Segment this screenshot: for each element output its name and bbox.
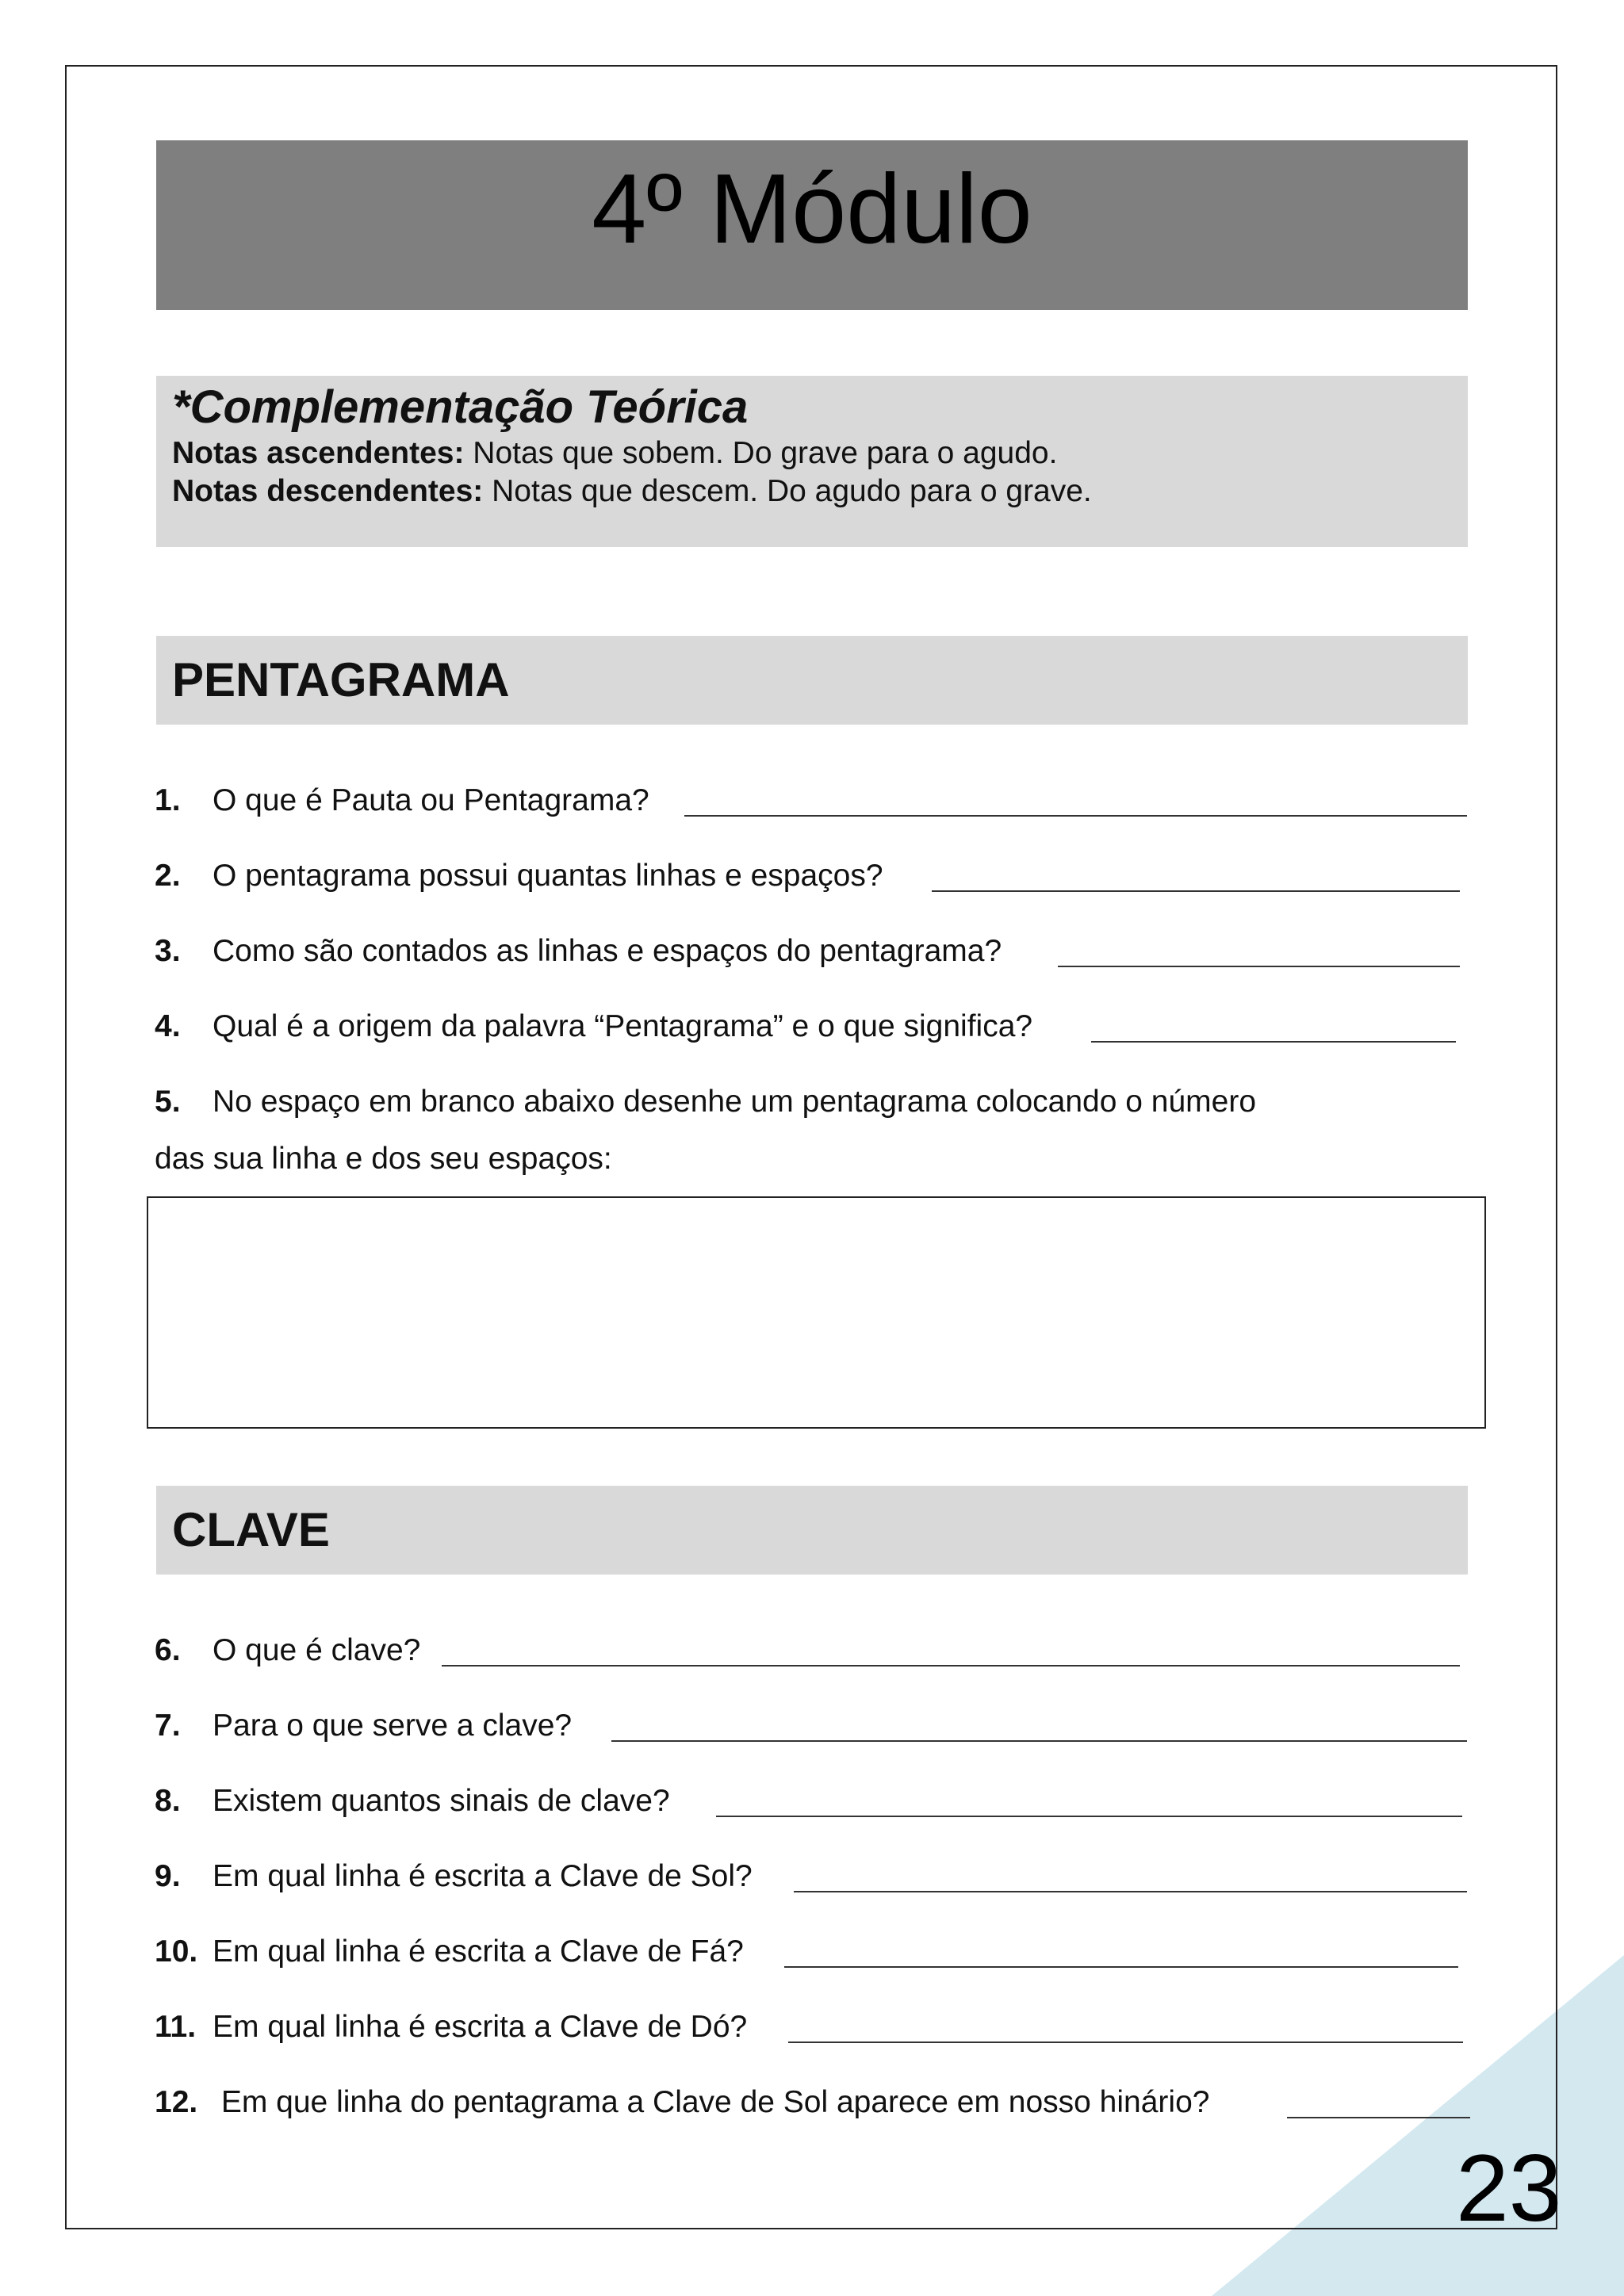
question-number: 2. [155, 859, 181, 893]
question-number: 1. [155, 783, 181, 817]
question-text: Em qual linha é escrita a Clave de Dó? [213, 2010, 748, 2044]
answer-line-2[interactable] [932, 890, 1460, 892]
question-text: Como são contados as linhas e espaços do pentagrama? [213, 934, 1002, 968]
question-text: Em qual linha é escrita a Clave de Fá? [213, 1934, 744, 1969]
ascending-notes-line [172, 434, 1452, 473]
answer-line-1[interactable] [684, 815, 1467, 817]
descending-text: Notas que descem. Do agudo para o grave. [483, 474, 1092, 508]
question-text: No espaço em branco abaixo desenhe um pentagrama colocando o número [213, 1085, 1257, 1119]
ascending-text: Notas que sobem. Do grave para o agudo. [464, 436, 1058, 470]
question-text: O que é Pauta ou Pentagrama? [213, 783, 649, 817]
answer-line-10[interactable] [784, 1966, 1458, 1968]
question-text: Qual é a origem da palavra “Pentagrama” e o que significa? [213, 1009, 1033, 1043]
answer-line-11[interactable] [788, 2042, 1463, 2043]
question-number: 7. [155, 1709, 181, 1743]
drawing-area[interactable] [147, 1196, 1486, 1429]
question-text: Em qual linha é escrita a Clave de Sol? [213, 1859, 753, 1893]
question-text: O pentagrama possui quantas linhas e espaços? [213, 859, 883, 893]
answer-line-4[interactable] [1091, 1041, 1456, 1043]
theory-box [156, 376, 1468, 547]
descending-notes-line [172, 473, 1452, 511]
answer-line-8[interactable] [716, 1816, 1462, 1817]
question-1 [155, 781, 649, 821]
question-text: Existem quantos sinais de clave? [213, 1784, 670, 1818]
question-number: 4. [155, 1009, 181, 1043]
answer-line-12[interactable] [1287, 2117, 1470, 2118]
question-9 [155, 1857, 753, 1896]
question-number: 5. [155, 1085, 181, 1119]
question-number: 10. [155, 1934, 198, 1969]
module-title-bar [156, 140, 1468, 310]
question-text: Para o que serve a clave? [213, 1709, 573, 1743]
question-6 [155, 1631, 420, 1670]
question-3 [155, 932, 1002, 971]
answer-line-6[interactable] [442, 1665, 1460, 1667]
question-10 [155, 1932, 744, 1972]
question-2 [155, 856, 883, 896]
answer-line-9[interactable] [794, 1891, 1467, 1892]
question-8 [155, 1781, 670, 1821]
question-number: 11. [155, 2010, 197, 2044]
question-4 [155, 1007, 1032, 1047]
question-number: 9. [155, 1859, 181, 1893]
module-title: 4º Módulo [592, 155, 1032, 264]
question-5 [155, 1082, 1256, 1122]
question-11 [155, 2007, 747, 2047]
descending-label: Notas descendentes: [172, 474, 484, 508]
question-number: 3. [155, 934, 181, 968]
question-number: 6. [155, 1633, 181, 1667]
question-number: 12. [155, 2085, 198, 2119]
question-text: O que é clave? [213, 1633, 421, 1667]
theory-title: *Complementação Teórica [172, 381, 749, 433]
question-12 [155, 2083, 1209, 2122]
ascending-label: Notas ascendentes: [172, 436, 465, 470]
section-clave: CLAVE [156, 1486, 1468, 1575]
question-number: 8. [155, 1784, 181, 1818]
question-7 [155, 1706, 572, 1746]
question-5-continuation: das sua linha e dos seu espaços: [155, 1142, 612, 1176]
page-number: 23 [1456, 2135, 1562, 2241]
question-text: Em que linha do pentagrama a Clave de Sol aparece em nosso hinário? [213, 2085, 1210, 2119]
answer-line-3[interactable] [1058, 966, 1460, 967]
section-pentagrama: PENTAGRAMA [156, 636, 1468, 725]
answer-line-7[interactable] [611, 1740, 1467, 1742]
